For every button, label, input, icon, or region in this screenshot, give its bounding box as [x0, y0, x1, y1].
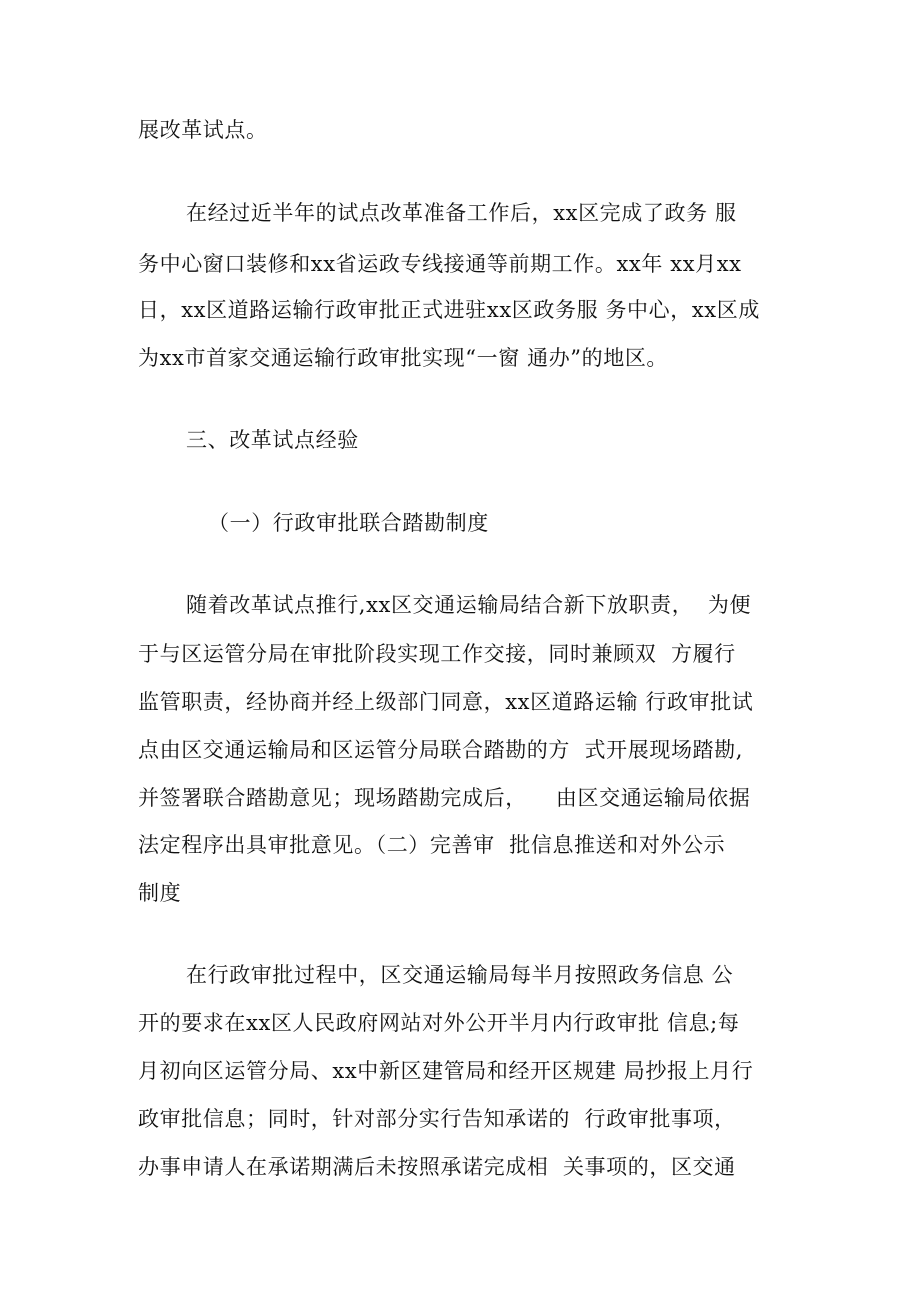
paragraph-line: 在行政审批过程中，区交通运输局每半月按照政务信息 公 — [186, 963, 734, 987]
paragraph-line: 并签署联合踏勘意见；现场踏勘完成后， 由区交通运输局依据 — [138, 786, 751, 810]
paragraph-line: 点由区交通运输局和区运管分局联合踏勘的方 式开展现场踏勘, — [138, 738, 744, 762]
paragraph-tail-line: 展改革试点。 — [138, 118, 268, 142]
paragraph-line: 随着改革试点推行,xx区交通运输局结合新下放职责， 为便 — [186, 593, 752, 617]
subsection-heading: （一）行政审批联合踏勘制度 — [208, 511, 489, 535]
paragraph-line: 日，xx区道路运输行政审批正式进驻xx区政务服 务中心，xx区成 — [138, 298, 760, 322]
paragraph-line: 制度 — [138, 881, 182, 905]
paragraph-line: 办事申请人在承诺期满后未按照承诺完成相 关事项的，区交通 — [138, 1155, 736, 1179]
paragraph-line: 开的要求在xx区人民政府网站对外公开半月内行政审批 信息;每 — [138, 1011, 740, 1035]
paragraph-line: 在经过近半年的试点改革准备工作后，xx区完成了政务 服 — [186, 201, 737, 225]
paragraph-line: 务中心窗口装修和xx省运政专线接通等前期工作。xx年 xx月xx — [138, 252, 742, 276]
paragraph-line: 为xx市首家交通运输行政审批实现“一窗 通办”的地区。 — [138, 346, 669, 370]
paragraph-line: 政审批信息；同时，针对部分实行告知承诺的 行政审批事项， — [138, 1107, 736, 1131]
paragraph-line: 月初向区运管分局、xx中新区建管局和经开区规建 局抄报上月行 — [138, 1059, 754, 1083]
paragraph-line: 法定程序出具审批意见。（二）完善审 批信息推送和对外公示 — [138, 833, 726, 857]
section-heading: 三、改革试点经验 — [186, 428, 359, 452]
paragraph-line: 于与区运管分局在审批阶段实现工作交接，同时兼顾双 方履行 — [138, 642, 736, 666]
paragraph-line: 监管职责，经协商并经上级部门同意，xx区道路运输 行政审批试 — [138, 690, 754, 714]
